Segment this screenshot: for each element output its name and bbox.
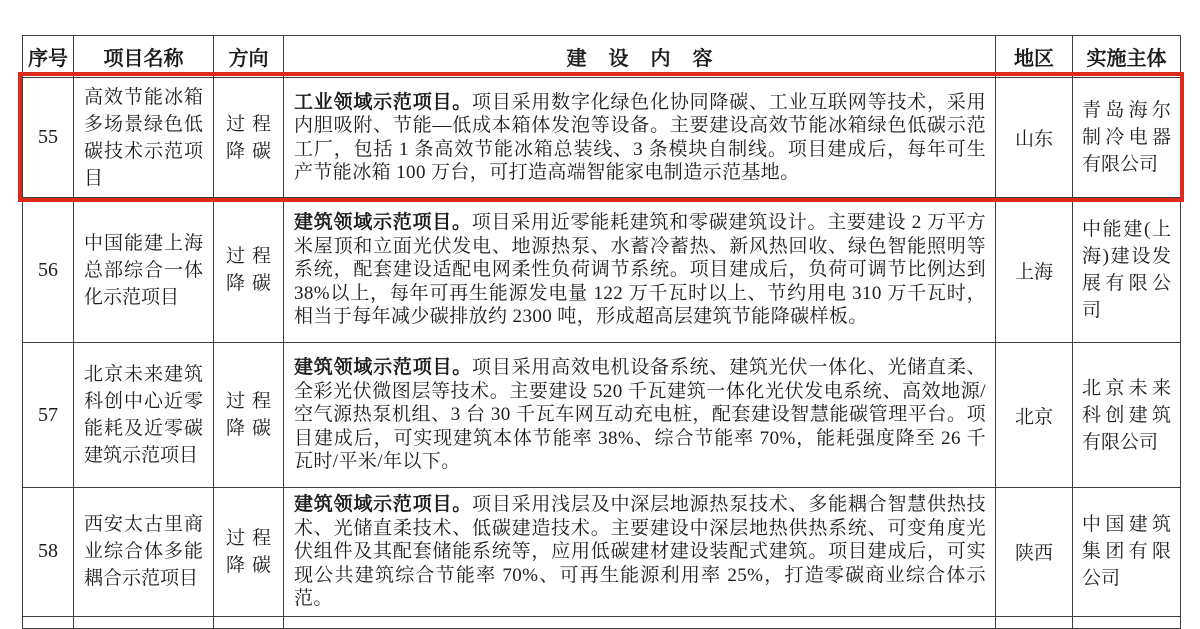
row-57-no: 57 (23, 343, 74, 488)
partial-cell (74, 616, 214, 628)
row-57-direction: 过程降碳 (214, 343, 284, 488)
row-56-region: 上海 (996, 198, 1073, 343)
header-entity-label: 实施主体 (1086, 48, 1167, 70)
table-row-partial (23, 616, 1181, 628)
row-56-entity: 中能建(上海)建设发展有限公司 (1073, 198, 1181, 343)
project-table-container (22, 35, 1182, 629)
table-header-row (23, 36, 1181, 78)
row-58-region: 陕西 (996, 488, 1073, 617)
row-57-region: 北京 (996, 343, 1073, 488)
row-55-entity: 青岛海尔制冷电器有限公司 (1073, 78, 1181, 198)
row-57-content (284, 343, 996, 488)
row-58-direction: 过程降碳 (214, 488, 284, 617)
row-57-content-lead: 建筑领域示范项目。 (294, 357, 473, 379)
row-55-region: 山东 (996, 78, 1073, 198)
partial-cell (214, 616, 284, 628)
row-55-direction: 过程降碳 (214, 78, 284, 198)
header-name-label: 项目名称 (103, 48, 184, 70)
row-58-no: 58 (23, 488, 74, 617)
row-56-content (284, 198, 996, 343)
header-direction (214, 36, 284, 78)
row-55-content-body: 项目采用数字化绿色化协同降碳、工业互联网等技术，采用内胆吸附、节能—低成本箱体发泡等设备。主要建设高效节能冰箱绿色低碳示范工厂，包括 1 条高效节能冰箱总装线、3 条模块自制线。项目建成后，每年可生产节能冰箱 100 万台，可打造高端智能家电制造示范基地。 (294, 91, 986, 183)
row-56-no: 56 (23, 198, 74, 343)
row-55-project-name: 高效节能冰箱多场景绿色低碳技术示范项目 (74, 78, 214, 198)
row-57-entity: 北京未来科创建筑有限公司 (1073, 343, 1181, 488)
row-55-content-lead: 工业领域示范项目。 (294, 91, 473, 113)
header-region-label: 地区 (1014, 48, 1054, 70)
row-56-direction: 过程降碳 (214, 198, 284, 343)
row-57-content-body: 项目采用高效电机设备系统、建筑光伏一体化、光储直柔、全彩光伏微图层等技术。主要建设 520 千瓦建筑一体化光伏发电系统、高效地源/空气源热泵机组、3 台 30 千瓦车网互动充电桩，配套建设智慧能碳管理平台。项目建成后，可实现建筑本体节能率 38%、综合节能率 70%，能耗强度降至 26 千瓦时/平米/年以下。 (294, 357, 986, 473)
partial-cell (996, 616, 1073, 628)
row-56-content-body: 项目采用近零能耗建筑和零碳建筑设计。主要建设 2 万平方米屋顶和立面光伏发电、地源热泵、水蓄冷蓄热、新风热回收、绿色智能照明等系统，配套建设适配电网柔性负荷调节系统。项目建成后，负荷可调节比例达到 38%以上，每年可再生能源发电量 122 万千瓦时以上、节约用电 310 万千瓦时，相当于每年减少碳排放约 2300 吨，形成超高层建筑节能降碳样板。 (294, 212, 986, 328)
header-region (996, 36, 1073, 78)
header-project-name (74, 36, 214, 78)
header-content (284, 36, 996, 78)
table-row-57 (23, 343, 1181, 488)
row-56-project-name: 中国能建上海总部综合一体化示范项目 (74, 198, 214, 343)
row-58-content (284, 488, 996, 617)
table-row-56 (23, 198, 1181, 343)
partial-cell (284, 616, 996, 628)
header-no-label: 序号 (28, 48, 68, 70)
header-direction-label: 方向 (228, 48, 269, 70)
table-row-58 (23, 488, 1181, 617)
row-58-content-body: 项目采用浅层及中深层地源热泵技术、多能耦合智慧供热技术、光储直柔技术、低碳建造技术。主要建设中深层地热供热系统、可变角度光伏组件及其配套储能系统等，应用低碳建材建设装配式建筑。项目建成后，可实现公共建筑综合节能率 70%、可再生能源利用率 25%，打造零碳商业综合体示范。 (294, 494, 986, 609)
row-58-project-name: 西安太古里商业综合体多能耦合示范项目 (74, 488, 214, 617)
header-content-label: 建设内容 (566, 48, 735, 70)
row-55-content (284, 78, 996, 198)
row-57-project-name: 北京未来建筑科创中心近零能耗及近零碳建筑示范项目 (74, 343, 214, 488)
row-58-entity: 中国建筑集团有限公司 (1073, 488, 1181, 617)
partial-cell (1073, 616, 1181, 628)
project-table (22, 35, 1181, 629)
row-56-content-lead: 建筑领域示范项目。 (294, 212, 472, 234)
header-no (23, 36, 74, 78)
header-entity (1073, 36, 1181, 78)
partial-cell (23, 616, 74, 628)
row-55-no: 55 (23, 78, 74, 198)
row-58-content-lead: 建筑领域示范项目。 (294, 494, 473, 515)
table-row-55 (23, 78, 1181, 198)
